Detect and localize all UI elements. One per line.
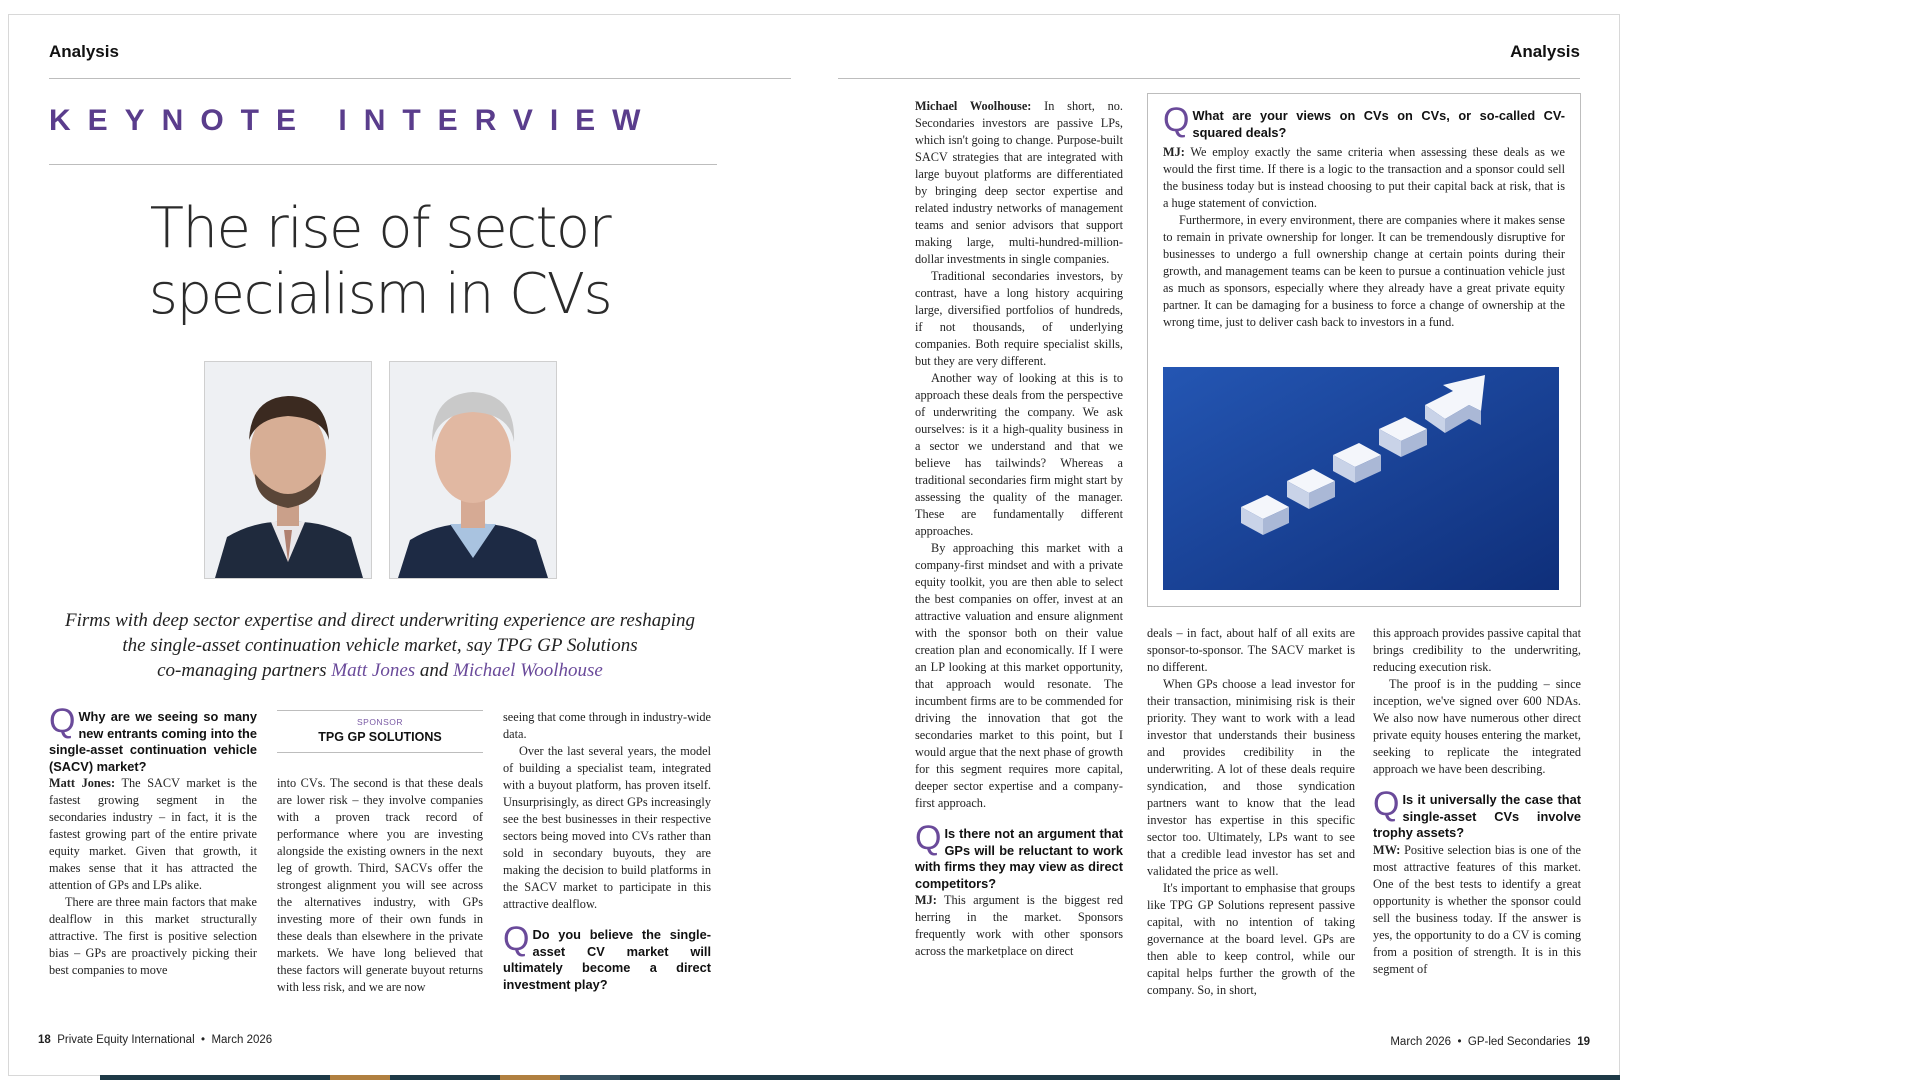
title-line-2: specialism in CVs <box>148 262 612 327</box>
standfirst-line-3 <box>40 658 720 683</box>
header-rule-right <box>838 78 1580 79</box>
issue-date-left: March 2026 <box>211 1034 273 1046</box>
paragraph: The SACV market is the fastest growing segment in the secondaries industry – in fact, it is the fastest growing part of the entire private equity market. Given that growth, it makes sense that it has attracted the attention of GPs and LPs alike. <box>49 776 257 892</box>
question-4-text: Is it universally the case that single-asset CVs involve trophy assets? <box>1373 792 1581 840</box>
question-2 <box>503 920 711 993</box>
question-3 <box>915 819 1123 892</box>
sponsor-box <box>277 717 483 744</box>
bottom-strip <box>100 1075 330 1080</box>
bottom-strip <box>390 1075 500 1080</box>
section-header-left: Analysis <box>49 42 119 61</box>
standfirst-line-1: Firms with deep sector expertise and direct underwriting experience are reshaping <box>64 610 696 631</box>
footer-left: 18 Private Equity International • March 2026 <box>38 1034 273 1046</box>
paragraph: In short, no. Secondaries investors are passive LPs, which isn't going to change. Purpose-built SACV strategies that are integrated with large buyout platforms are differentiated by bringing deep sector expertise and related industry networks of management teams and senior advisors that support making large, multi-hundred-million-dollar investments in single companies. <box>915 99 1123 266</box>
paragraph: Over the last several years, the model of building a specialist team, integrated with a buyout platform, has proven itself. Unsurprisingly, as direct GPs increasingly see the best businesses in their respective sectors being moved into CVs rather than sold in secondary buyouts, they are making the decision to build platforms in the SACV market to participate in this attractive dealflow. <box>503 744 711 911</box>
paragraph: Positive selection bias is one of the most attractive features of this market. One of the best tests to identify a great opportunity is whether the sponsor could sell the business today. If the answer is yes, the opportunity to do a CV is coming from a position of strength. It is in this segment of <box>1373 842 1582 976</box>
article-title <box>60 196 700 328</box>
question-mark-icon: Q <box>915 819 942 857</box>
portrait-illustration <box>205 362 371 578</box>
paragraph: deals – in fact, about half of all exits are sponsor-to-sponsor. The SACV market is no different. <box>1147 626 1355 674</box>
question-4 <box>1373 785 1581 842</box>
article-column-1 <box>49 702 257 979</box>
title-line-1: The rise of sector <box>149 196 611 261</box>
issue-date-right: March 2026 <box>1390 1036 1452 1048</box>
paragraph: Another way of looking at this is to approach these deals from the perspective of underwriting the company. We ask ourselves: is it a high-quality business in a sector we understand and that we believe has tailwinds? Whereas a traditional secondaries firm might start by assessing the quality of the manager. These are fundamentally different approaches. <box>915 371 1123 538</box>
question-2-text: Do you believe the single-asset CV market will ultimately become a direct investment play? <box>503 927 711 992</box>
paragraph: Traditional secondaries investors, by contrast, have a long history acquiring large, diversified portfolios of hundreds, if not thousands, of underlying companies. Both require specialist skills, but they are very different. <box>915 269 1123 368</box>
paragraph: We employ exactly the same criteria when assessing these deals as we would the first time. If there is a logic to the transaction and a sponsor could sell the business today but is instead choosing to put their capital back at risk, that is a huge statement of conviction. <box>1163 145 1565 210</box>
paragraph: It's important to emphasise that groups like TPG GP Solutions represent passive capital, with no intention of taking governance at the board level. GPs are then able to keep control, while our capital helps further the growth of the company. So, in short, <box>1147 881 1355 997</box>
sponsor-rule-bottom <box>277 752 483 753</box>
paragraph: into CVs. The second is that these deals are lower risk – they involve companies with a proven track record of performance where you are investing alongside the existing owners in the next leg of growth. Third, SACVs offer the strongest alignment you will see across the alternatives industry, with GPs investing more of their own funds in these deals than elsewhere in the private markets. We have long believed that these factors will generate buyout returns with less risk, and we are now <box>277 776 483 994</box>
bottom-strip <box>620 1075 1620 1080</box>
standfirst-prefix: co-managing partners <box>157 660 327 681</box>
section-name: GP-led Secondaries <box>1467 1036 1571 1048</box>
sponsor-rule-top <box>277 710 483 711</box>
question-1-text: Why are we seeing so many new entrants coming into the single-asset continuation vehicle (SACV) market? <box>49 709 257 774</box>
arrow-steps-image <box>1163 367 1559 590</box>
paragraph: When GPs choose a lead investor for their transaction, minimising risk is their priority. They want to work with a lead investor that understands their business and provides credibility in the underwriting. A lot of these deals require syndication, and those syndication partners want to know that the lead investor has expertise in this specific sector too. Ultimately, LPs want to see that a credible lead investor has set and validated the price as well. <box>1147 677 1355 878</box>
question-mark-icon: Q <box>49 702 76 740</box>
header-rule-left <box>49 78 791 79</box>
speaker-label: MJ: <box>1163 145 1185 159</box>
question-mark-icon: Q <box>1163 101 1190 139</box>
paragraph: There are three main factors that make dealflow in this market structurally attractive. The first is positive selection bias – GPs are proactively picking their best companies to move <box>49 895 257 977</box>
standfirst-and: and <box>419 660 449 681</box>
portrait-michael-woolhouse <box>389 361 557 579</box>
speaker-label: MW: <box>1373 842 1401 857</box>
author-name-michael: Michael Woolhouse <box>453 660 603 681</box>
page-number-left: 18 <box>38 1034 51 1046</box>
question-1 <box>49 702 257 775</box>
standfirst <box>40 608 720 683</box>
paragraph: seeing that come through in industry-wide data. <box>503 710 711 741</box>
paragraph: Furthermore, in every environment, there are companies where it makes sense to remain in private ownership for longer. It can be tremendously disruptive for businesses to undergo a full ownership change at certain points during their growth, and management teams can be keen to pursue a continuation vehicle just as much as sponsors, especially where they already have a great private equity partner. It can be damaging for a business to force a change of ownership at the wrong time, just to deliver cash back to investors in a fund. <box>1163 213 1565 329</box>
page-number-right: 19 <box>1577 1036 1590 1048</box>
article-column-5 <box>1147 625 1355 999</box>
question-mark-icon: Q <box>1373 785 1400 823</box>
section-header-right: Analysis <box>1510 42 1580 61</box>
kicker-label: KEYNOTE INTERVIEW <box>49 104 658 137</box>
speaker-label: Michael Woolhouse: <box>915 99 1032 113</box>
article-column-6 <box>1373 625 1581 978</box>
growth-arrow-illustration <box>1163 367 1559 590</box>
bottom-strip <box>560 1075 620 1080</box>
standfirst-line-2: the single-asset continuation vehicle market, say TPG GP Solutions <box>122 635 638 656</box>
question-box <box>1163 101 1565 141</box>
paragraph: this approach provides passive capital that brings credibility to the underwriting, reducing execution risk. <box>1373 626 1581 674</box>
article-column-3 <box>503 709 711 993</box>
publication-name: Private Equity International <box>57 1034 195 1046</box>
article-column-4 <box>915 98 1123 960</box>
question-3-text: Is there not an argument that GPs will be reluctant to work with firms they may view as direct competitors? <box>915 826 1123 891</box>
paragraph: By approaching this market with a company-first mindset and with a private equity toolkit, you are then able to select the best companies on offer, invest at an attractive valuation and ensure alignment with the sponsor both on their value creation plan and economically. If I were an LP looking at this market opportunity, that approach would resonate. The incumbent firms are to be commended for driving the innovation that got the secondaries market to this point, but I would argue that the next phase of growth for this segment requires more capital, deeper sector expertise and a company-first approach. <box>915 541 1123 810</box>
portrait-illustration <box>390 362 556 578</box>
question-box-text: What are your views on CVs on CVs, or so-called CV-squared deals? <box>1192 108 1565 140</box>
author-name-matt: Matt Jones <box>331 660 416 681</box>
footer-right: March 2026 • GP-led Secondaries 19 <box>1390 1036 1590 1048</box>
sponsor-name: TPG GP SOLUTIONS <box>318 730 442 744</box>
question-mark-icon: Q <box>503 920 530 958</box>
article-column-2 <box>277 775 483 996</box>
bottom-strip <box>330 1075 390 1080</box>
paragraph: This argument is the biggest red herring in the market. Sponsors frequently work with other sponsors across the marketplace on direct <box>915 893 1123 958</box>
kicker-rule <box>49 164 717 165</box>
speaker-label: MJ: <box>915 893 937 907</box>
sponsor-label: SPONSOR <box>356 717 403 727</box>
bottom-strip <box>500 1075 560 1080</box>
speaker-label: Matt Jones: <box>49 776 116 790</box>
paragraph: The proof is in the pudding – since inception, we've signed over 600 NDAs. We also now have numerous other direct private equity houses entering the market, seeking to replicate the integrated approach we have been describing. <box>1373 677 1581 776</box>
sidebar-box-text <box>1163 101 1565 331</box>
portrait-matt-jones <box>204 361 372 579</box>
